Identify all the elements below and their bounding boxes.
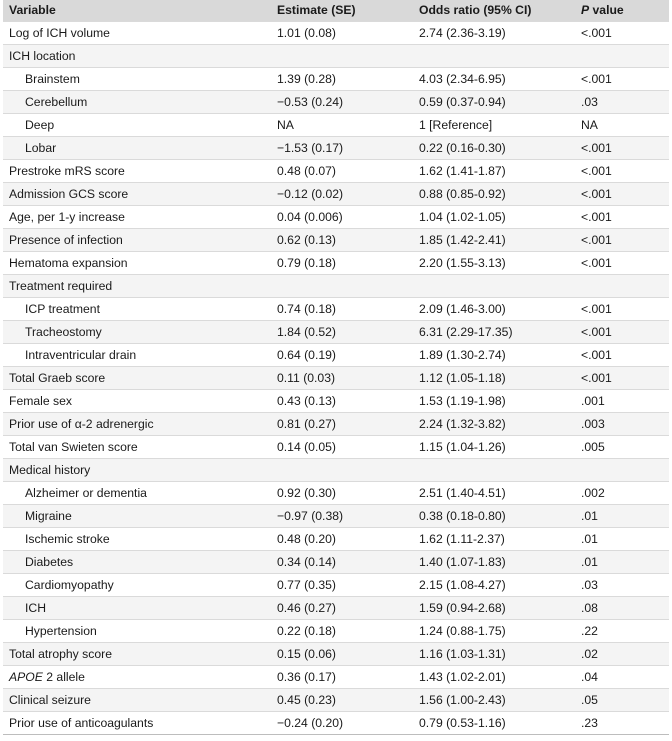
table-row: [3, 67, 669, 90]
cell-estimate: 0.74 (0.18): [277, 301, 336, 316]
cell-odds-ratio: 1.16 (1.03-1.31): [419, 646, 506, 661]
table-row: [3, 389, 669, 412]
cell-p-value: .22: [581, 623, 598, 638]
cell-variable: Admission GCS score: [9, 186, 129, 201]
cell-p-value: <.001: [581, 25, 612, 40]
cell-variable: Ischemic stroke: [25, 531, 110, 546]
header-estimate: Estimate (SE): [277, 3, 356, 18]
cell-estimate: 0.43 (0.13): [277, 393, 336, 408]
cell-odds-ratio: 0.79 (0.53-1.16): [419, 715, 506, 730]
table-row: [3, 90, 669, 113]
table-row: [3, 228, 669, 251]
cell-variable: Log of ICH volume: [9, 25, 110, 40]
cell-p-value: <.001: [581, 163, 612, 178]
header-p-rest: value: [589, 3, 624, 18]
cell-estimate: 0.15 (0.06): [277, 646, 336, 661]
cell-odds-ratio: [413, 458, 575, 481]
cell-estimate: 0.22 (0.18): [277, 623, 336, 638]
table-row: [3, 665, 669, 688]
cell-variable: Female sex: [9, 393, 72, 408]
cell-estimate: 0.04 (0.006): [277, 209, 343, 224]
cell-estimate: 0.77 (0.35): [277, 577, 336, 592]
cell-p-value: .01: [581, 531, 598, 546]
cell-p-value: <.001: [581, 301, 612, 316]
cell-estimate: 0.45 (0.23): [277, 692, 336, 707]
cell-p-value: .01: [581, 508, 598, 523]
cell-estimate: 0.46 (0.27): [277, 600, 336, 615]
table-row: [3, 44, 669, 67]
cell-estimate: 0.36 (0.17): [277, 669, 336, 684]
cell-odds-ratio: 1.12 (1.05-1.18): [419, 370, 506, 385]
cell-odds-ratio: 4.03 (2.34-6.95): [419, 71, 506, 86]
cell-variable: Brainstem: [25, 71, 80, 86]
cell-estimate: 0.48 (0.07): [277, 163, 336, 178]
cell-p-value: [575, 44, 669, 67]
table-row: [3, 596, 669, 619]
cell-p-value: .002: [581, 485, 605, 500]
cell-odds-ratio: 0.59 (0.37-0.94): [419, 94, 506, 109]
cell-estimate: −1.53 (0.17): [277, 140, 344, 155]
cell-p-value: <.001: [581, 209, 612, 224]
cell-odds-ratio: 1.15 (1.04-1.26): [419, 439, 506, 454]
cell-odds-ratio: 0.88 (0.85-0.92): [419, 186, 506, 201]
cell-variable: Prior use of α-2 adrenergic: [9, 416, 154, 431]
cell-odds-ratio: [413, 274, 575, 297]
header-odds-ratio: Odds ratio (95% CI): [419, 3, 532, 18]
cell-odds-ratio: 2.09 (1.46-3.00): [419, 301, 506, 316]
cell-odds-ratio: 1.89 (1.30-2.74): [419, 347, 506, 362]
cell-variable: Cardiomyopathy: [25, 577, 114, 592]
cell-p-value: <.001: [581, 324, 612, 339]
table-row: [3, 711, 669, 734]
cell-estimate: 1.01 (0.08): [277, 25, 336, 40]
table-row: [3, 251, 669, 274]
cell-variable: Migraine: [25, 508, 72, 523]
cell-p-value: NA: [581, 117, 598, 132]
cell-odds-ratio: 1.59 (0.94-2.68): [419, 600, 506, 615]
table-body: [3, 21, 669, 734]
cell-estimate: −0.97 (0.38): [277, 508, 344, 523]
table-row: [3, 297, 669, 320]
cell-variable: Diabetes: [25, 554, 74, 569]
cell-estimate: 0.81 (0.27): [277, 416, 336, 431]
cell-estimate: NA: [277, 117, 294, 132]
cell-p-value: [575, 274, 669, 297]
cell-variable: Hematoma expansion: [9, 255, 128, 270]
table-row: [3, 688, 669, 711]
table-row: [3, 527, 669, 550]
cell-variable: Cerebellum: [25, 94, 88, 109]
cell-variable: Alzheimer or dementia: [25, 485, 147, 500]
cell-variable-italic: APOE: [9, 669, 43, 684]
table-row: [3, 205, 669, 228]
cell-estimate: [271, 458, 413, 481]
cell-odds-ratio: 1.40 (1.07-1.83): [419, 554, 506, 569]
cell-p-value: <.001: [581, 71, 612, 86]
cell-p-value: .02: [581, 646, 598, 661]
table-row: [3, 274, 669, 297]
cell-p-value: <.001: [581, 140, 612, 155]
table-row: [3, 366, 669, 389]
cell-odds-ratio: 1.56 (1.00-2.43): [419, 692, 506, 707]
table-row: [3, 21, 669, 44]
table-row: [3, 619, 669, 642]
table-row: [3, 481, 669, 504]
cell-p-value: .003: [581, 416, 605, 431]
cell-variable: Prior use of anticoagulants: [9, 715, 154, 730]
table-row: [3, 504, 669, 527]
cell-variable: Deep: [25, 117, 55, 132]
cell-estimate: 0.11 (0.03): [277, 370, 336, 385]
cell-variable: Intraventricular drain: [25, 347, 137, 362]
cell-p-value: .01: [581, 554, 598, 569]
table-row: [3, 435, 669, 458]
table-row: [3, 573, 669, 596]
table-row: [3, 343, 669, 366]
table-row: [3, 159, 669, 182]
cell-odds-ratio: 2.24 (1.32-3.82): [419, 416, 506, 431]
cell-odds-ratio: 6.31 (2.29-17.35): [419, 324, 513, 339]
cell-estimate: 0.79 (0.18): [277, 255, 336, 270]
cell-odds-ratio: 1.24 (0.88-1.75): [419, 623, 506, 638]
cell-variable: ICH: [25, 600, 46, 615]
cell-estimate: [271, 44, 413, 67]
cell-odds-ratio: 1.62 (1.41-1.87): [419, 163, 506, 178]
cell-odds-ratio: 2.74 (2.36-3.19): [419, 25, 506, 40]
cell-variable: ICH location: [9, 48, 76, 63]
cell-odds-ratio: [413, 44, 575, 67]
cell-p-value: [575, 458, 669, 481]
table-row: [3, 458, 669, 481]
cell-odds-ratio: 1.62 (1.11-2.37): [419, 531, 505, 546]
cell-estimate: 0.92 (0.30): [277, 485, 336, 500]
cell-odds-ratio: 0.22 (0.16-0.30): [419, 140, 506, 155]
cell-odds-ratio: 1.53 (1.19-1.98): [419, 393, 506, 408]
cell-estimate: −0.53 (0.24): [277, 94, 344, 109]
cell-odds-ratio: 1.85 (1.42-2.41): [419, 232, 506, 247]
cell-variable: Prestroke mRS score: [9, 163, 125, 178]
cell-variable: Hypertension: [25, 623, 97, 638]
cell-p-value: .08: [581, 600, 598, 615]
table-row: [3, 320, 669, 343]
table-header: [3, 0, 669, 21]
cell-p-value: .03: [581, 577, 598, 592]
cell-odds-ratio: 2.15 (1.08-4.27): [419, 577, 506, 592]
cell-estimate: −0.12 (0.02): [277, 186, 344, 201]
cell-odds-ratio: 1.04 (1.02-1.05): [419, 209, 506, 224]
cell-variable: Treatment required: [9, 278, 113, 293]
cell-variable: Clinical seizure: [9, 692, 91, 707]
table-row: [3, 113, 669, 136]
cell-variable-rest: 2 allele: [42, 669, 85, 684]
header-row: [3, 0, 669, 21]
cell-p-value: .23: [581, 715, 598, 730]
cell-p-value: <.001: [581, 370, 612, 385]
cell-estimate: 0.34 (0.14): [277, 554, 336, 569]
cell-variable: Presence of infection: [9, 232, 123, 247]
cell-variable: Lobar: [25, 140, 57, 155]
cell-odds-ratio: 2.20 (1.55-3.13): [419, 255, 506, 270]
header-p-italic: P: [581, 3, 590, 18]
cell-p-value: .005: [581, 439, 605, 454]
cell-p-value: <.001: [581, 255, 612, 270]
table-row: [3, 642, 669, 665]
cell-variable: Age, per 1-y increase: [9, 209, 125, 224]
cell-estimate: −0.24 (0.20): [277, 715, 344, 730]
cell-estimate: [271, 274, 413, 297]
cell-estimate: 0.62 (0.13): [277, 232, 336, 247]
cell-odds-ratio: 1.43 (1.02-2.01): [419, 669, 506, 684]
cell-variable: Medical history: [9, 462, 91, 477]
cell-odds-ratio: 0.38 (0.18-0.80): [419, 508, 506, 523]
cell-variable: Total atrophy score: [9, 646, 112, 661]
cell-odds-ratio: 2.51 (1.40-4.51): [419, 485, 506, 500]
table-row: [3, 550, 669, 573]
cell-variable: Tracheostomy: [25, 324, 102, 339]
cell-estimate: 0.64 (0.19): [277, 347, 336, 362]
cell-p-value: <.001: [581, 232, 612, 247]
cell-variable: Total Graeb score: [9, 370, 106, 385]
cell-p-value: .001: [581, 393, 605, 408]
cell-variable: ICP treatment: [25, 301, 100, 316]
results-table: [3, 0, 669, 735]
table-row: [3, 182, 669, 205]
cell-p-value: .05: [581, 692, 598, 707]
cell-p-value: .04: [581, 669, 598, 684]
table-row: [3, 412, 669, 435]
header-p-value: [575, 0, 669, 21]
cell-estimate: 0.48 (0.20): [277, 531, 336, 546]
cell-estimate: 1.84 (0.52): [277, 324, 336, 339]
cell-odds-ratio: 1 [Reference]: [419, 117, 493, 132]
cell-variable: Total van Swieten score: [9, 439, 138, 454]
cell-estimate: 0.14 (0.05): [277, 439, 336, 454]
table-row: [3, 136, 669, 159]
cell-variable: [3, 665, 271, 688]
cell-p-value: <.001: [581, 186, 612, 201]
cell-p-value: <.001: [581, 347, 612, 362]
cell-p-value: .03: [581, 94, 598, 109]
header-variable: Variable: [9, 3, 56, 18]
cell-estimate: 1.39 (0.28): [277, 71, 336, 86]
